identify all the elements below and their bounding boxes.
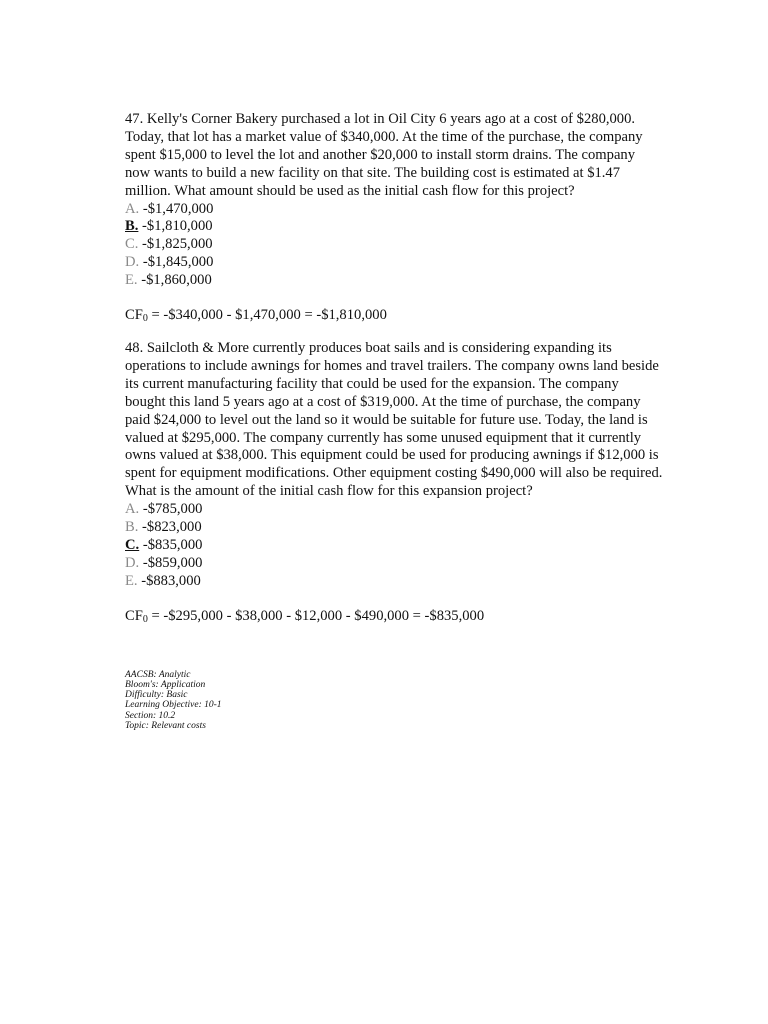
meta-difficulty: Difficulty: Basic: [125, 690, 188, 701]
option-e: [125, 573, 685, 591]
option-d: [125, 254, 685, 272]
option-value: -$785,000: [139, 501, 203, 518]
question-48-line: operations to include awnings for homes and travel trailers. The company owns land beside: [125, 357, 659, 374]
question-47-line: now wants to build a new facility on that site. The building cost is estimated at $1.47: [125, 164, 621, 181]
option-d: [125, 555, 685, 573]
option-letter: A.: [125, 200, 140, 217]
option-letter: E.: [125, 272, 138, 289]
question-metadata: [125, 670, 685, 732]
option-b: [125, 218, 685, 236]
question-47-options: [125, 201, 685, 291]
option-value: -$1,860,000: [137, 272, 212, 289]
cf-equation: = -$340,000 - $1,470,000 = -$1,810,000: [147, 307, 387, 324]
question-48: [125, 340, 685, 626]
option-letter: B.: [125, 519, 139, 536]
question-48-line: paid $24,000 to level out the land so it would be suitable for future use. Today, the land is: [125, 411, 648, 428]
option-letter-correct: B.: [125, 218, 139, 235]
option-b: [125, 519, 685, 537]
meta-topic: Topic: Relevant costs: [125, 721, 206, 732]
meta-learning-objective: Learning Objective: 10-1: [125, 700, 222, 711]
cf-label: CF: [125, 607, 143, 624]
cf-equation: = -$295,000 - $38,000 - $12,000 - $490,000 = -$835,000: [147, 607, 485, 624]
cf-subscript: 0: [142, 313, 148, 325]
question-47-line: Today, that lot has a market value of $340,000. At the time of the purchase, the company: [125, 128, 643, 145]
meta-section: Section: 10.2: [125, 710, 176, 721]
document-page: [125, 111, 685, 731]
cf-label: CF: [125, 307, 143, 324]
question-47-solution: [125, 307, 685, 325]
option-c: [125, 236, 685, 254]
option-letter: D.: [125, 254, 140, 271]
option-value: -$1,470,000: [139, 200, 214, 217]
meta-blooms: Bloom's: Application: [125, 679, 206, 690]
option-value: -$859,000: [139, 554, 203, 571]
question-48-line: owns valued at $38,000. This equipment could be used for producing awnings if $12,000 is: [125, 447, 659, 464]
question-48-solution: [125, 608, 685, 626]
question-48-line: 48. Sailcloth & More currently produces boat sails and is considering expanding its: [125, 339, 612, 356]
question-48-line: What is the amount of the initial cash flow for this expansion project?: [125, 483, 533, 500]
option-a: [125, 201, 685, 219]
option-c: [125, 537, 685, 555]
option-value: -$823,000: [138, 519, 202, 536]
question-47-line: spent $15,000 to level the lot and another $20,000 to install storm drains. The company: [125, 146, 636, 163]
option-letter: C.: [125, 236, 139, 253]
meta-aacsb: AACSB: Analytic: [125, 669, 191, 680]
question-48-line: valued at $295,000. The company currently has some unused equipment that it currently: [125, 429, 642, 446]
option-value: -$1,845,000: [139, 254, 214, 271]
option-value: -$1,810,000: [138, 218, 213, 235]
cf-subscript: 0: [142, 613, 148, 625]
question-48-line: its current manufacturing facility that could be used for the expansion. The company: [125, 375, 619, 392]
question-47-line: million. What amount should be used as the initial cash flow for this project?: [125, 182, 575, 199]
question-48-line: bought this land 5 years ago at a cost of $319,000. At the time of purchase, the company: [125, 393, 641, 410]
option-a: [125, 501, 685, 519]
option-value: -$835,000: [139, 536, 203, 553]
option-value: -$883,000: [137, 572, 201, 589]
option-letter-correct: C.: [125, 536, 140, 553]
question-47-line: 47. Kelly's Corner Bakery purchased a lot in Oil City 6 years ago at a cost of $280,000.: [125, 111, 636, 127]
option-letter: E.: [125, 572, 138, 589]
question-48-options: [125, 501, 685, 591]
question-48-line: spent for equipment modifications. Other equipment costing $490,000 will also be required.: [125, 465, 663, 482]
option-e: [125, 272, 685, 290]
question-47: [125, 111, 685, 325]
option-letter: D.: [125, 554, 140, 571]
option-value: -$1,825,000: [138, 236, 213, 253]
option-letter: A.: [125, 501, 140, 518]
